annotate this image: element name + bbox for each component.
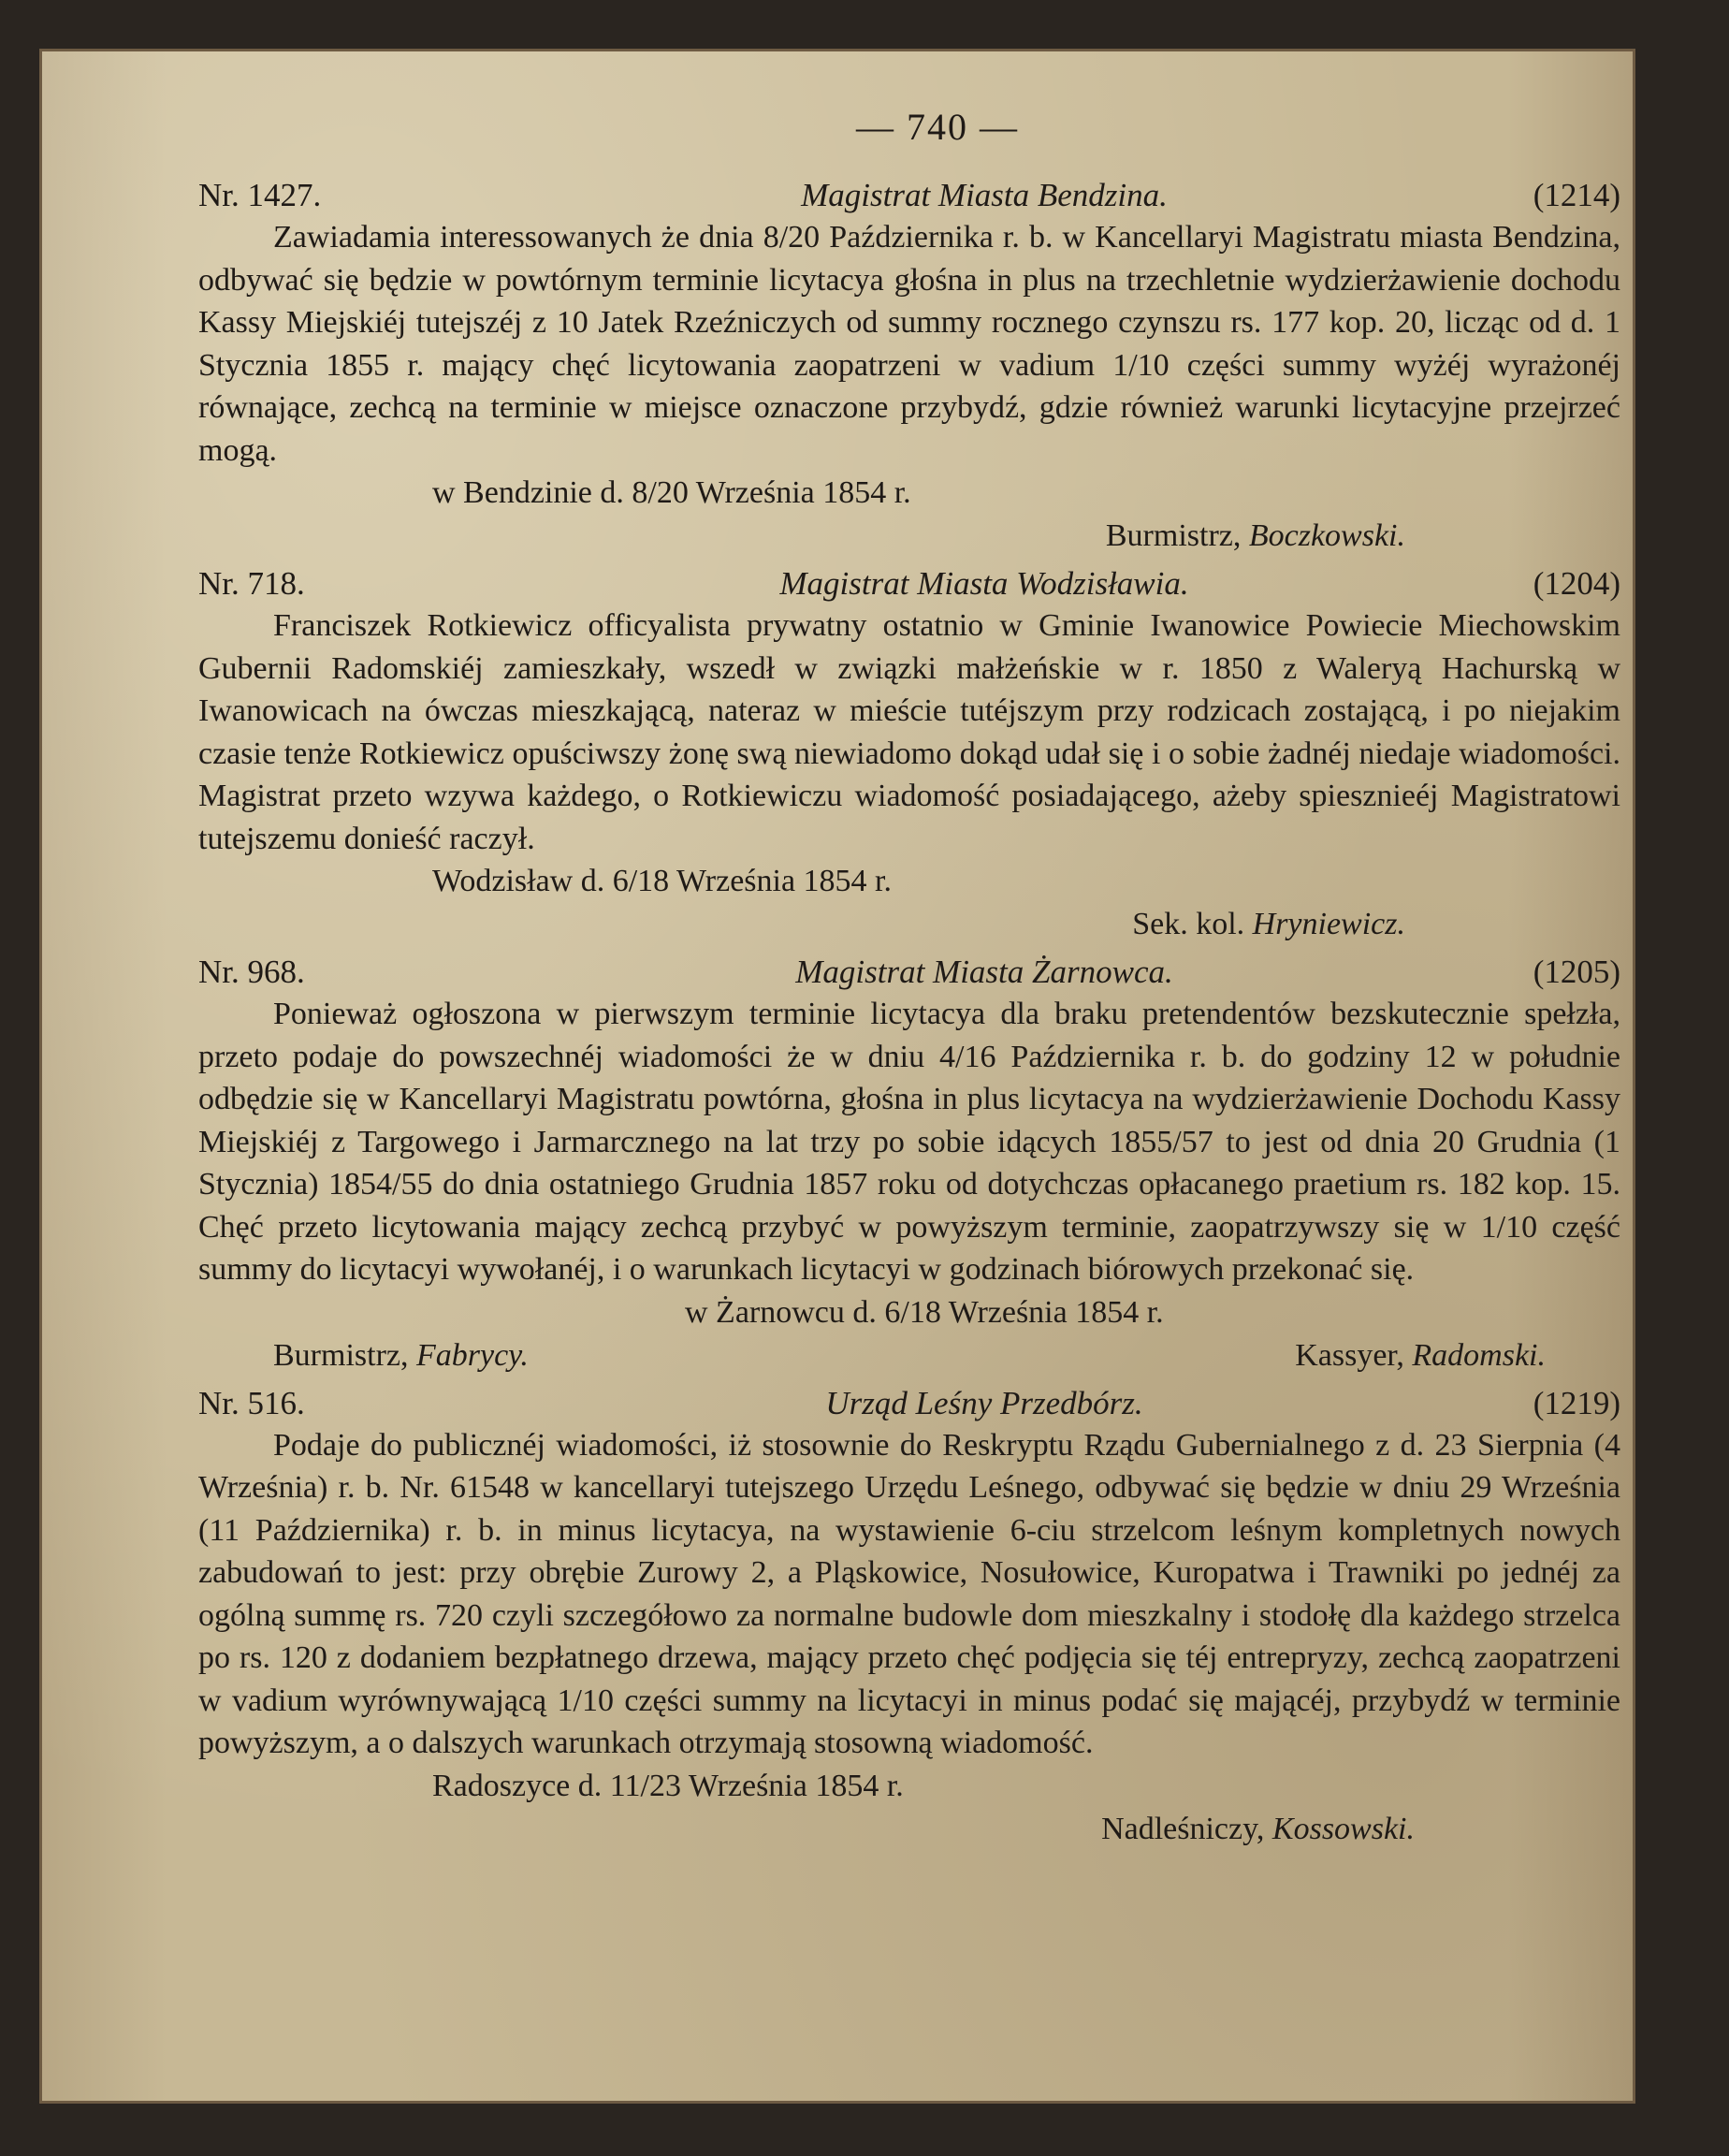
notice-1214 [198,175,1620,558]
notice-1204 [198,563,1620,946]
notice-dateline: w Bendzinie d. 8/20 Września 1854 r. [432,475,911,510]
notice-office: Magistrat Miasta Żarnowca. [795,954,1173,990]
signature-name: Hryniewicz. [1252,907,1405,941]
notice-office: Urząd Leśny Przedbórz. [825,1384,1143,1421]
signature-name: Kossowski. [1271,1811,1415,1846]
notice-header [198,175,1620,216]
page-content [198,105,1620,1857]
notice-dateline: Radoszyce d. 11/23 Września 1854 r. [432,1768,904,1803]
notice-code: (1204) [1533,565,1620,602]
notice-header [198,1383,1620,1424]
notice-dateline: Wodzisław d. 6/18 Września 1854 r. [432,864,893,898]
notice-number: Nr. 718. [198,565,305,602]
notice-office: Magistrat Miasta Wodzisławia. [779,565,1189,602]
notice-number: Nr. 968. [198,954,305,990]
notice-number: Nr. 1427. [198,177,322,213]
signature-title: Kassyer, [1295,1337,1404,1373]
notice-signature [198,903,1620,946]
signature-right [1295,1334,1546,1377]
notice-text: Ponieważ ogłoszona w pierwszym terminie licytacya dla braku pretendentów bezskutecznie spełzła, przeto podaje do powszechnéj wiadomości że w dniu 4/16 Października r. b. do godziny 12 w południe odbędzie się w Kancellaryi Magistratu powtórna, głośna in plus licytacya na wydzierżawienie Dochodu Kassy Miejskiéj z Targowego i Jarmarcznego na lat trzy po sobie idących 1855/57 to jest od dnia 20 Grudnia (1 Stycznia) 1854/55 do dnia ostatniego Grudnia 1857 roku od dotychczas opłacanego praetium rs. 182 kop. 15. Chęć przeto licytowania mający zechcą przybyć w powyższym terminie, zaopatrzywszy się w 1/10 część summy do licytacyi wywołanéj, i o warunkach licytacyi w godzinach biórowych przekonać się. [198,997,1620,1287]
notice-number: Nr. 516. [198,1384,305,1421]
signature-name: Boczkowski. [1248,518,1405,553]
signature-name: Radomski. [1412,1337,1546,1373]
notice-text: Franciszek Rotkiewicz officyalista prywatny ostatnio w Gminie Iwanowice Powiecie Miechowskim Gubernii Radomskiéj zamieszkały, wszedł w związki małżeńskie w r. 1850 z Waleryą Hachurską w Iwanowicach na ówczas mieszkającą, nateraz w mieście tutéjszym przy rodzicach zostającą, i po niejakim czasie tenże Rotkiewicz opuściwszy żonę swą niewiadomo dokąd udał się i o sobie żadnéj niedaje wiadomości. Magistrat przeto wzywa każdego, o Rotkiewiczu wiadomość posiadającego, ażeby spiesznieéj Magistratowi tutejszemu donieść raczył. [198,608,1620,856]
page-number: — 740 — [856,106,1019,148]
signature-left [273,1334,529,1377]
signature-title: Nadleśniczy, [1101,1811,1265,1846]
notice-office: Magistrat Miasta Bendzina. [801,177,1168,213]
notice-signature [198,1808,1620,1851]
notice-1205 [198,952,1620,1377]
notice-text: Podaje do publicznéj wiadomości, iż stosownie do Reskryptu Rządu Gubernialnego z d. 23 Sierpnia (4 Września) r. b. Nr. 61548 w kancellaryi tutejszego Urzędu Leśnego, odbywać się będzie w dniu 29 Września (11 Października) r. b. in minus licytacya, na wystawienie 6-ciu strzelcom leśnym kompletnych nowych zabudowań to jest: przy obrębie Zurowy 2, a Pląskowice, Nosułowice, Kuropatwa i Trawniki po jednéj za ogólną summę rs. 720 czyli szczegółowo za normalne budowle dom mieszkalny i stodołę dla każdego strzelca po rs. 120 z dodaniem bezpłatnego drzewa, mający przeto chęć podjęcia się téj entrepryzy, zechcą zaopatrzeni w vadium wyrównywającą 1/10 części summy na licytacyi in minus podać się mającéj, przybydź w terminie powyższym, a o dalszych warunkach otrzymają stosowną wiadomość. [198,1427,1620,1760]
notice-header [198,563,1620,605]
notice-dateline: w Żarnowcu d. 6/18 Września 1854 r. [685,1294,1164,1330]
signature-title: Burmistrz, [273,1337,409,1373]
notice-code: (1205) [1533,954,1620,990]
notice-1219 [198,1383,1620,1851]
notice-header [198,952,1620,993]
signature-title: Burmistrz, [1105,518,1242,553]
newspaper-page [39,49,1635,2104]
notice-text: Zawiadamia interessowanych że dnia 8/20 Października r. b. w Kancellaryi Magistratu miasta Bendzina, odbywać się będzie w powtórnym terminie licytacya głośna in plus na trzechletnie wydzierżawienie dochodu Kassy Miejskiéj tutejszéj z 10 Jatek Rzeźniczych od summy rocznego czynszu rs. 177 kop. 20, licząc od d. 1 Stycznia 1855 r. mający chęć licytowania zaopatrzeni w vadium 1/10 części summy wyżéj wyrażonéj równające, zechcą na terminie w miejsce oznaczone przybydź, gdzie również warunki licytacyjne przejrzeć mogą. [198,220,1620,468]
notice-code: (1214) [1533,177,1620,213]
signature-name: Fabrycy. [415,1337,529,1373]
notice-signature [198,515,1620,558]
notice-code: (1219) [1533,1384,1620,1421]
signature-title: Sek. kol. [1132,907,1245,941]
notice-signatures [198,1334,1620,1377]
